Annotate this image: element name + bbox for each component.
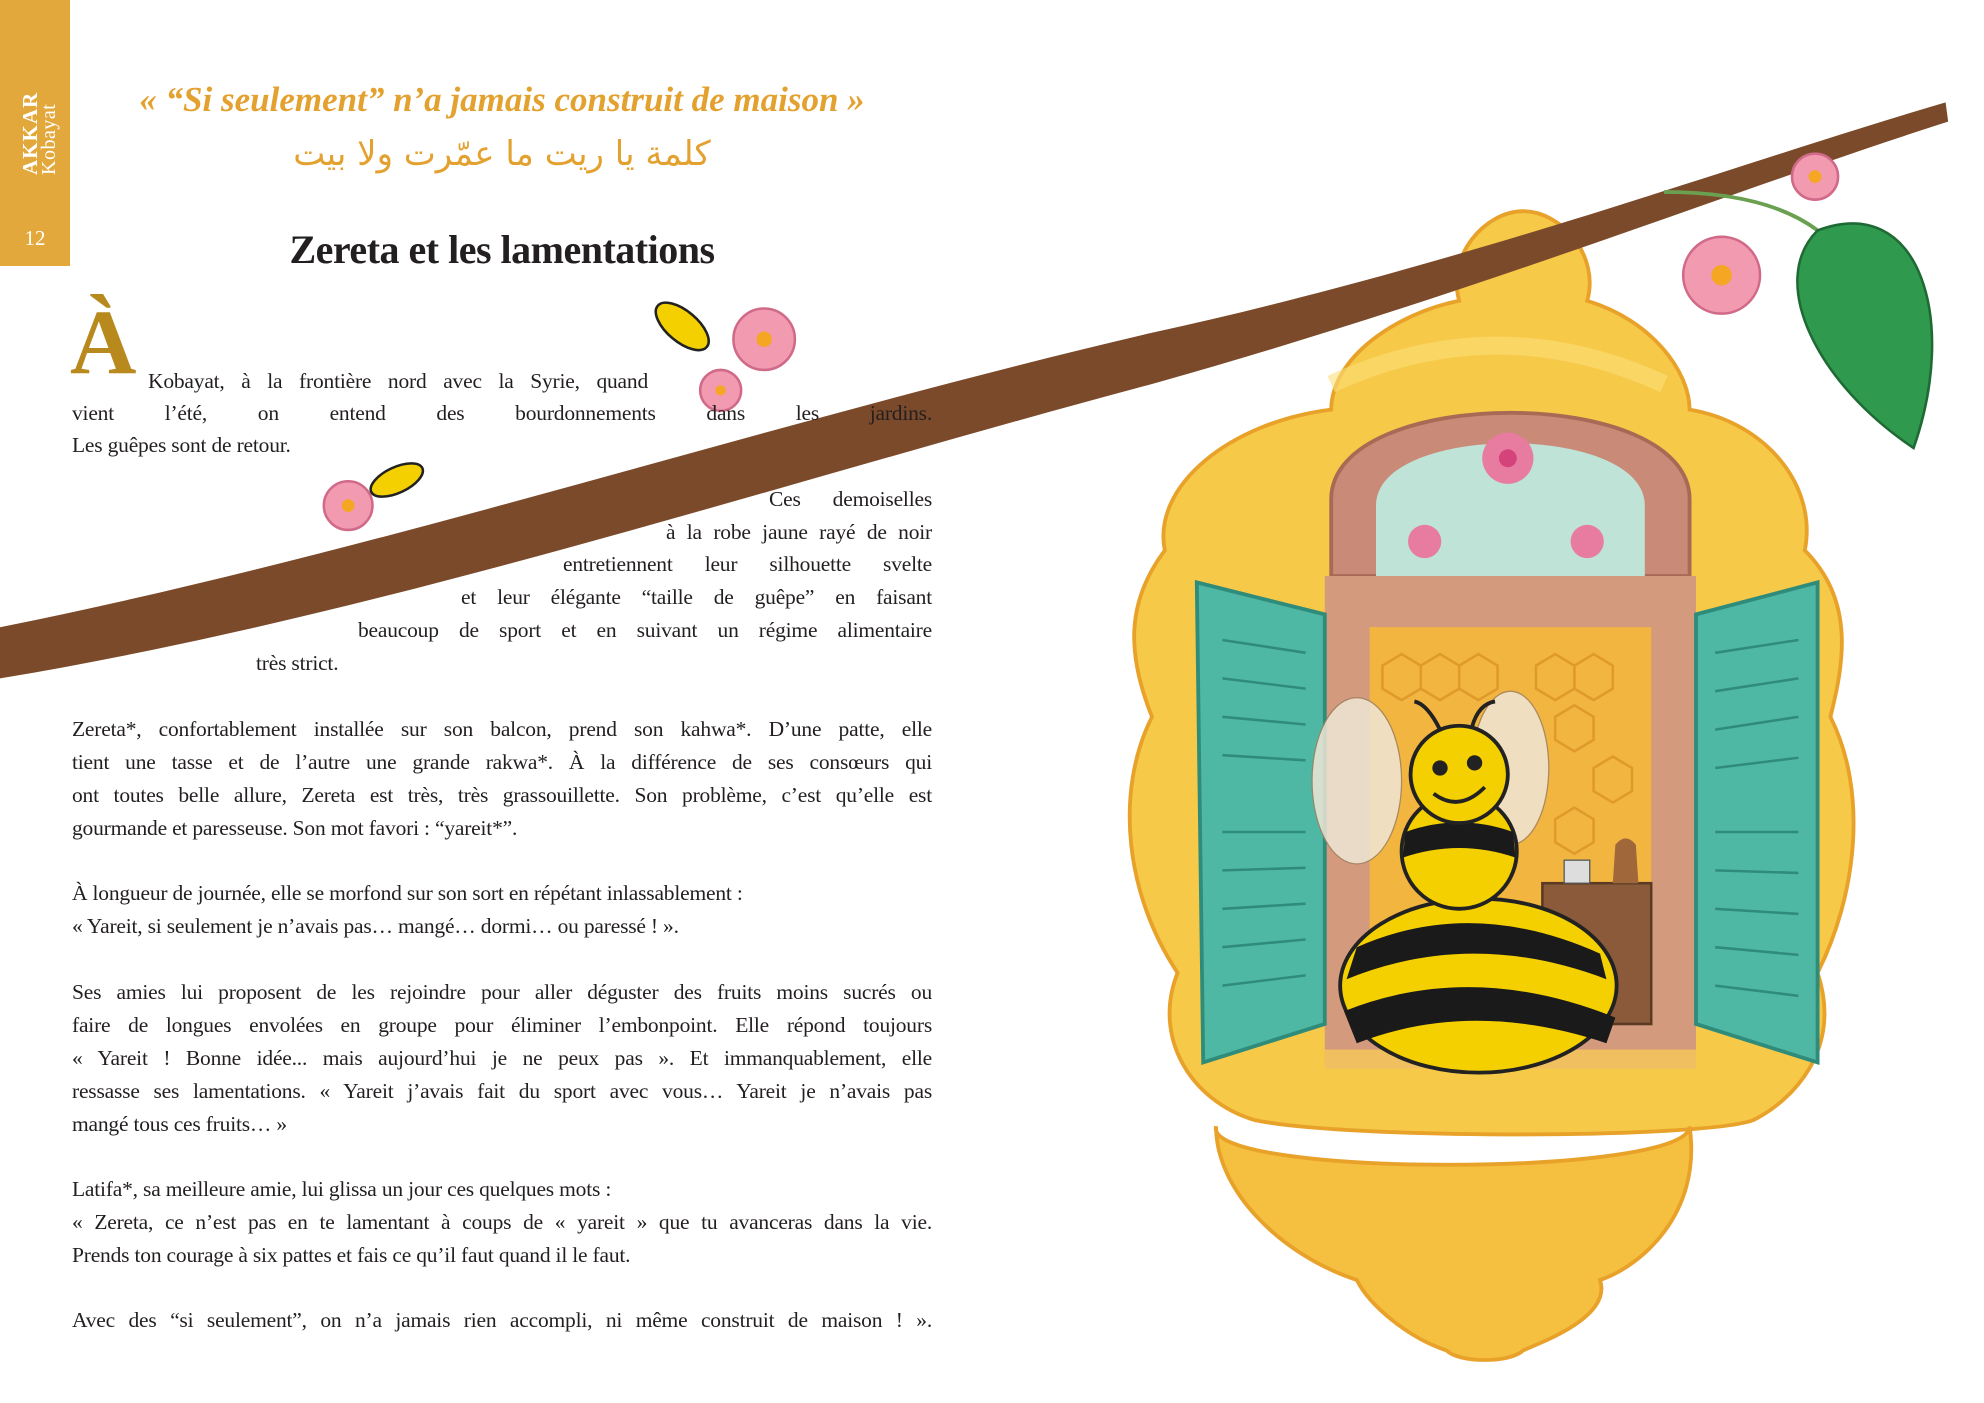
hive-illustration (1130, 211, 1854, 1360)
text-line: Avec des “si seulement”, on n’a jamais rien accompli, ni même construit de maison ! ». (72, 1308, 932, 1332)
drop-cap: À (70, 291, 137, 393)
text-line: très strict. (256, 651, 339, 675)
text-line: à la robe jaune rayé de noir (666, 520, 932, 544)
text-line: faire de longues envolées en groupe pour éliminer l’embonpoint. Elle répond toujours (72, 1013, 932, 1037)
text-line: Latifa*, sa meilleure amie, lui glissa un jour ces quelques mots : (72, 1177, 612, 1201)
text-line: Ses amies lui proposent de les rejoindre pour aller déguster des fruits moins sucrés ou (72, 980, 932, 1004)
leaf (1797, 223, 1932, 448)
text-line: Prends ton courage à six pattes et fais ce qu’il faut quand il le faut. (72, 1243, 631, 1267)
text-line: gourmande et paresseuse. Son mot favori : “yareit*”. (72, 816, 518, 840)
town-name: Kobayat (38, 103, 60, 175)
text-line: vient l’été, on entend des bourdonnements dans les jardins. (72, 401, 932, 425)
text-line: À longueur de journée, elle se morfond sur son sort en répétant inlassablement : (72, 881, 743, 905)
text-line: et leur élégante “taille de guêpe” en faisant (461, 585, 932, 609)
proverb-arabic: كلمة يا ريت ما عمّرت ولا بيت (293, 134, 711, 174)
text-line: Kobayat, à la frontière nord avec la Syrie, quand (148, 369, 648, 393)
text-line: Ces demoiselles (769, 487, 932, 511)
chapter-tab (0, 0, 70, 266)
text-line: mangé tous ces fruits… » (72, 1112, 287, 1136)
text-line: Les guêpes sont de retour. (72, 433, 291, 457)
story-title: Zereta et les lamentations (289, 227, 715, 272)
text-line: entretiennent leur silhouette svelte (563, 552, 932, 576)
text-line: « Zereta, ce n’est pas en te lamentant à coups de « yareit » que tu avanceras dans la vie. (72, 1210, 932, 1234)
text-line: beaucoup de sport et en suivant un régime alimentaire (358, 618, 932, 642)
page-number: 12 (24, 226, 46, 250)
region-label (18, 91, 60, 175)
text-line: « Yareit, si seulement je n’avais pas… mangé… dormi… ou paressé ! ». (72, 914, 679, 938)
text-line: ont toutes belle allure, Zereta est très, très grassouillette. Son problème, c’est qu’elle est (72, 783, 932, 807)
text-line: tient une tasse et de l’autre une grande rakwa*. À la différence de ses consœurs qui (72, 750, 932, 774)
region-name: AKKAR (18, 91, 42, 175)
text-line: « Yareit ! Bonne idée... mais aujourd’hui je ne peux pas ». Et immanquablement, elle (72, 1046, 932, 1070)
proverb-french: « “Si seulement” n’a jamais construit de maison » (139, 80, 865, 119)
text-line: ressasse ses lamentations. « Yareit j’avais fait du sport avec vous… Yareit je n’avais pas (72, 1079, 932, 1103)
text-line: Zereta*, confortablement installée sur son balcon, prend son kahwa*. D’une patte, elle (72, 717, 932, 741)
